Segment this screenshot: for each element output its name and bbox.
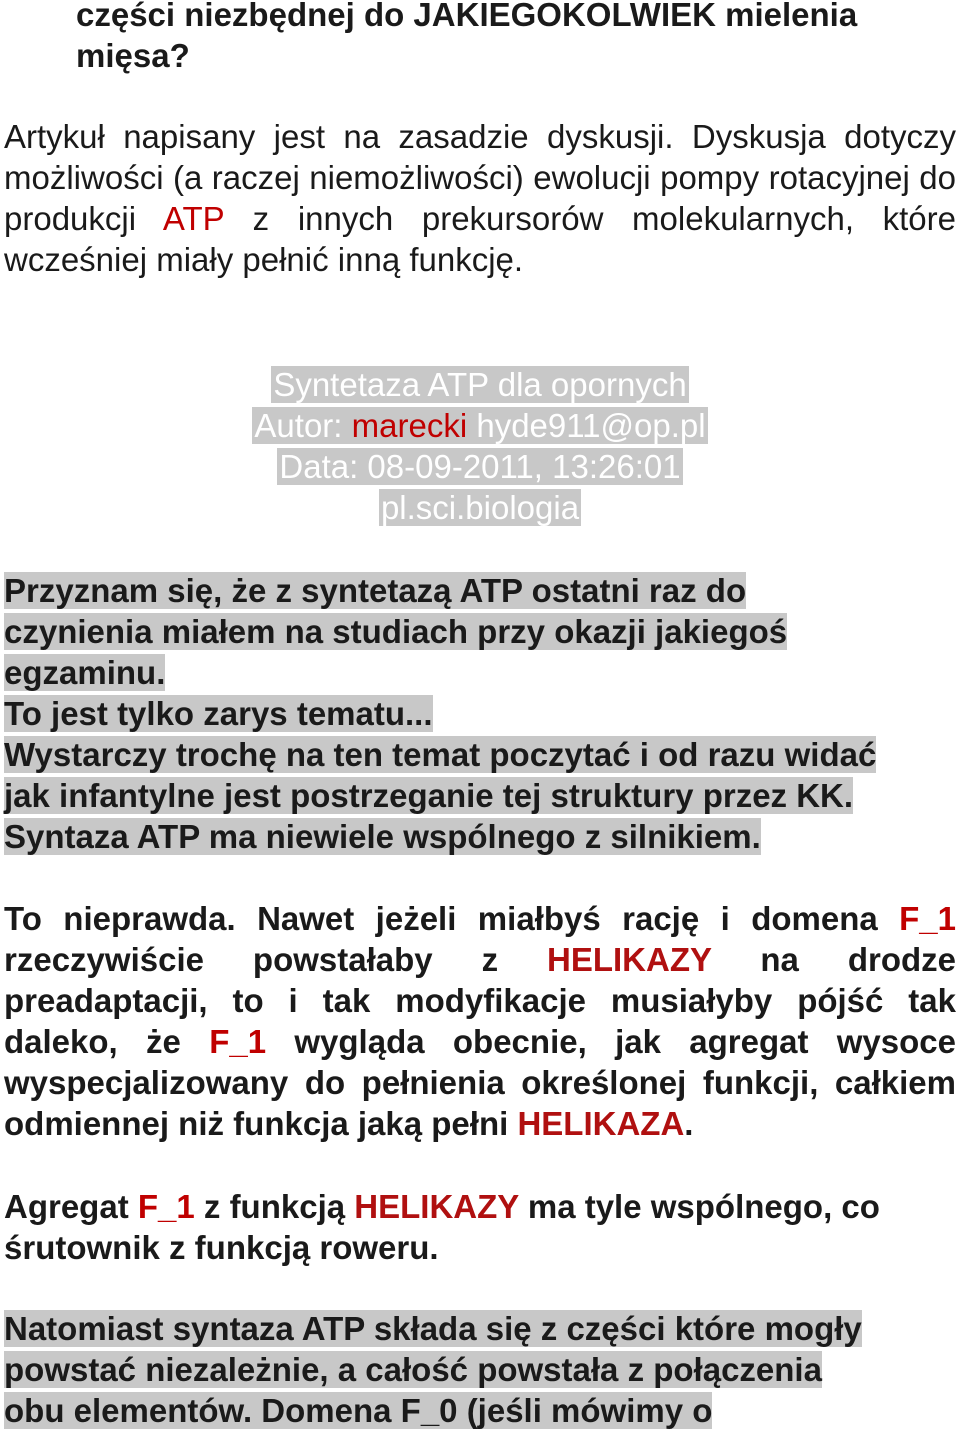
text-run: z innych prekursorów molekularnych, które wcześniej miały pełnić inną funkcję. [4,200,956,278]
helikazy-term: HELIKAZY [354,1188,519,1225]
quote-line: To jest tylko zarys tematu... [4,695,433,732]
paragraph-reply [4,898,956,1144]
intro-line-2: mięsa? [76,37,190,74]
quote-line: Przyznam się, że z syntetazą ATP ostatni raz do [4,572,747,609]
post-author-row [0,405,960,446]
f1-term: F_1 [899,900,956,937]
quote-line: jak infantylne jest postrzeganie tej struktury przez KK. [4,777,854,814]
quote-line: egzaminu. [4,654,166,691]
post-date: Data: 08-09-2011, 13:26:01 [279,448,681,485]
post-group[interactable]: pl.sci.biologia [380,489,580,526]
quote-line: powstać niezależnie, a całość powstała z połączenia [4,1351,822,1388]
author-email[interactable]: hyde911@op.pl [467,407,706,444]
text-run: ma tyle wspólnego, co śrutownik z funkcją roweru. [4,1188,880,1266]
post-header [0,364,960,528]
post-group-row [0,487,960,528]
quote-line: czynienia miałem na studiach przy okazji jakiegoś [4,613,788,650]
text-run: Artykuł napisany jest na zasadzie dyskusji. Dyskusja dotyczy możliwości (a raczej niemożliwości) ewolucji pompy rotacyjnej do produkcji [4,118,956,237]
text-run: z funkcją [194,1188,355,1225]
post-date-row [0,446,960,487]
quote-line: Wystarczy trochę na ten temat poczytać i od razu widać [4,736,877,773]
quote-line: Natomiast syntaza ATP składa się z części które mogły [4,1310,862,1347]
text-run: rzeczywiście powstałaby z [4,941,548,978]
helikaza-term: HELIKAZA [517,1105,685,1142]
f1-term: F_1 [137,1188,195,1225]
post-author [252,407,707,444]
text-run: . [684,1105,694,1142]
quote-line: obu elementów. Domena F_0 (jeśli mówimy o [4,1392,713,1429]
f1-term: F_1 [209,1023,267,1060]
text-run: wygląda obecnie, jak agregat wysoce wyspecjalizowany do pełnienia określonej funkcji, całkiem odmiennej niż funkcja jaką pełni [4,1023,956,1142]
post-title-row [0,364,960,405]
text-run: Agregat [4,1188,138,1225]
post-title: Syntetaza ATP dla opornych [273,366,687,403]
author-label: Autor: [254,407,352,444]
paragraph-article-description [4,116,956,280]
atp-term: ATP [162,200,225,237]
quoted-text-2 [4,1308,956,1431]
paragraph-comparison [4,1186,956,1268]
helikazy-term: HELIKAZY [547,941,712,978]
quoted-text [4,570,956,857]
text-run: na drodze preadaptacji, to i tak modyfikacje musiałyby pójść tak daleko, że [4,941,956,1060]
text-run: To nieprawda. Nawet jeżeli miałbyś rację i domena [4,900,900,937]
intro-line-1: części niezbędnej do JAKIEGOKOLWIEK mielenia [76,0,858,33]
quote-line: Syntaza ATP ma niewiele wspólnego z silnikiem. [4,818,761,855]
paragraph-intro [4,0,956,76]
author-name: marecki [351,407,468,444]
